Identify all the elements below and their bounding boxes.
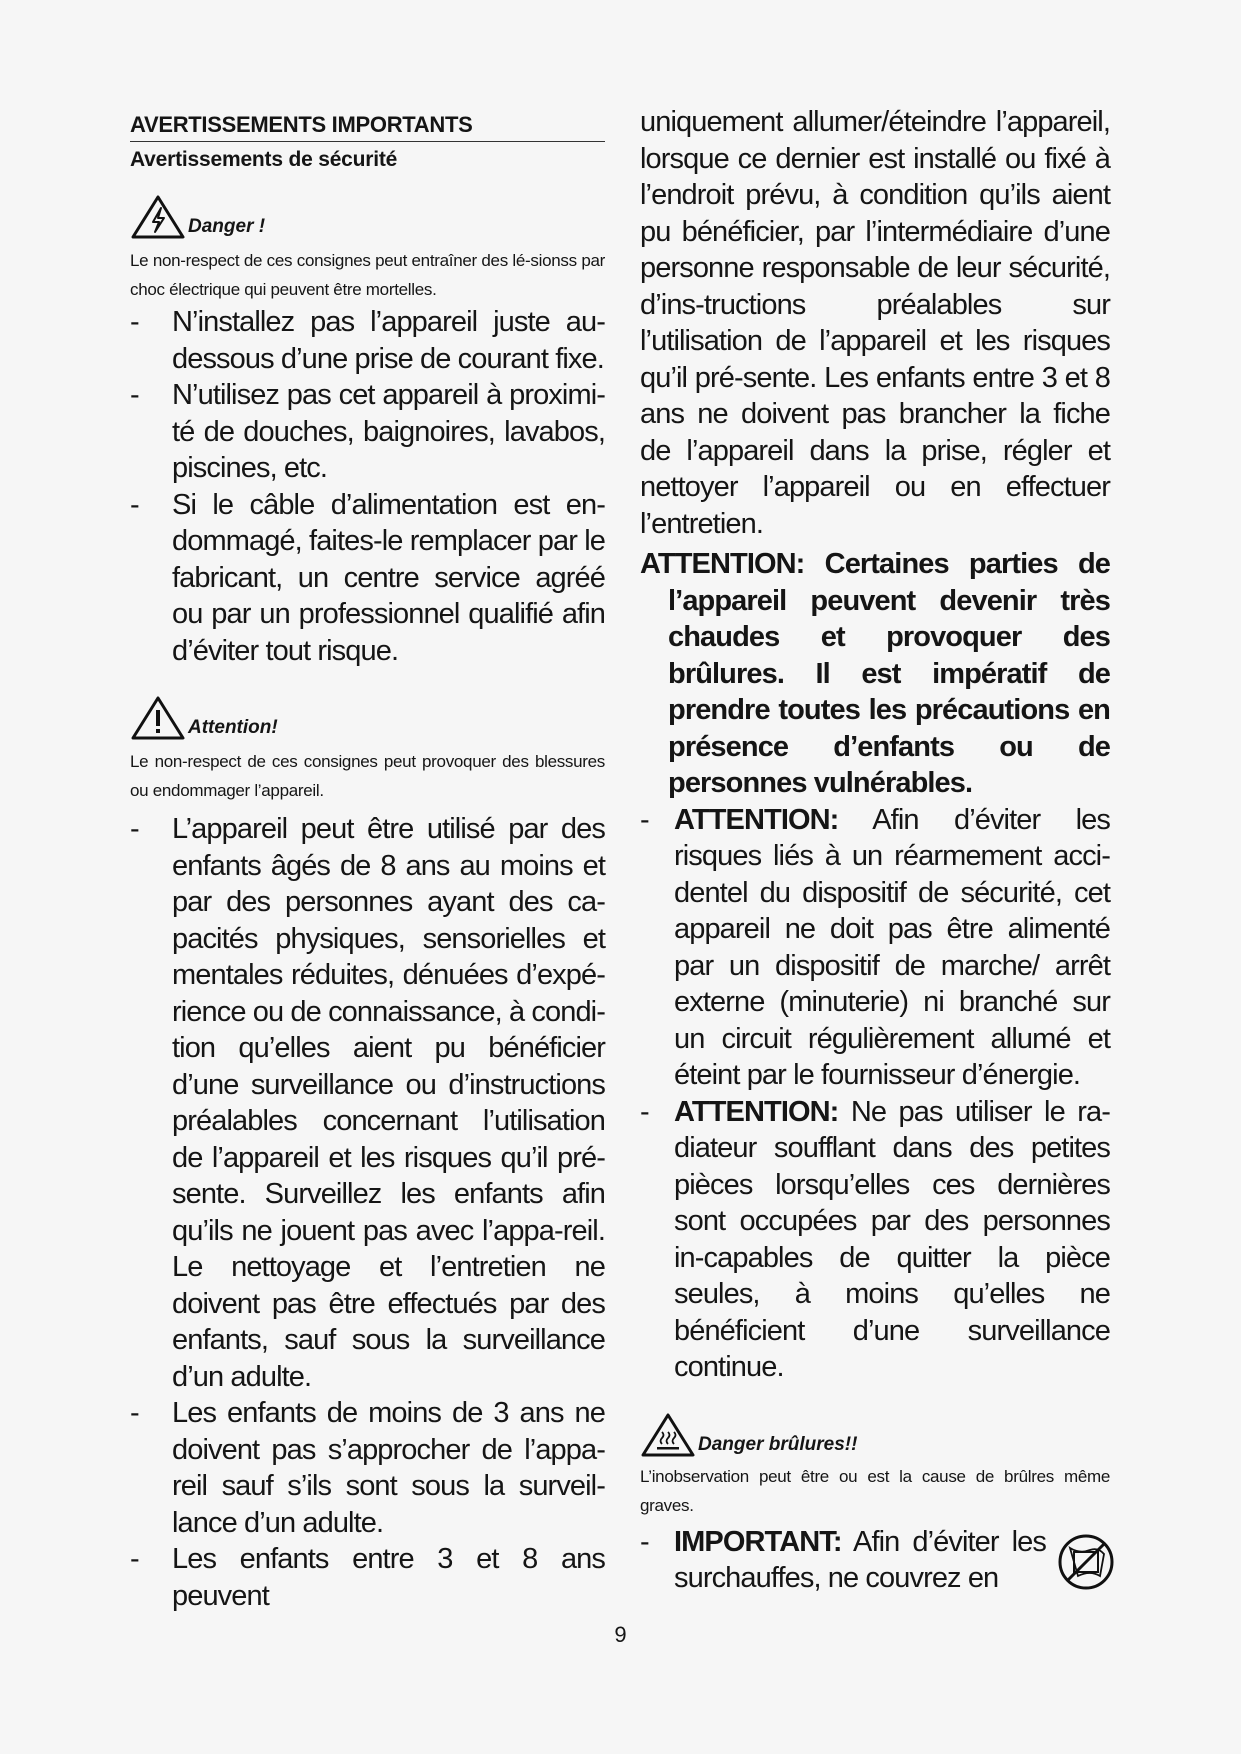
list-item: - Si le câble d’alimentation est en-dommagé, faites-le remplacer par le fabricant, un centre service agréé ou par un professionnel qualifié afin d’éviter tout risque. — [130, 488, 605, 667]
danger-note: Le non-respect de ces consignes peut entraîner des lé-sionss par choc électrique qui peuvent être mortelles. — [130, 251, 605, 299]
electric-hazard-icon — [130, 194, 186, 240]
list-item: - N’utilisez pas cet appareil à proximi-té de douches, baignoires, lavabos, piscines, etc. — [130, 379, 605, 484]
list-item: - L’appareil peut être utilisé par des enfants âgés de 8 ans au moins et par des personnes ayant des ca-pacités physiques, sensorielles et mentales réduites, dénuées d’expé-rience ou de connaissance, à condi-tion qu’elles aient pu bénéficier d’une surveillance ou d’instructions préalables concernant l’utilisation de l’appareil et les risques qu’il pré-sente. Surveillez les enfants afin qu’ils ne jouent pas avec l’appa-reil. Le nettoyage et l’entretien ne doivent pas être effectués par des enfants, sauf sous la surveillance d’un adulte. — [130, 813, 605, 1393]
hot-surface-icon — [640, 1412, 696, 1458]
attention-list — [130, 811, 605, 1614]
left-column — [130, 112, 605, 1614]
attention-note: Le non-respect de ces consignes peut provoquer des blessures ou endommager l’appareil. — [130, 752, 605, 800]
burn-danger-label: Danger brûlures!! — [698, 1433, 858, 1455]
danger-heading — [130, 194, 605, 240]
section-title: AVERTISSEMENTS IMPORTANTS — [130, 112, 605, 142]
list-item: - N’installez pas l’appareil juste au-dessous d’une prise de courant fixe. — [130, 306, 605, 375]
danger-list — [130, 304, 605, 669]
attention-label: Attention! — [188, 717, 278, 738]
list-item: - Les enfants de moins de 3 ans ne doivent pas s’approcher de l’appa-reil sauf s’ils sont sous la surveil-lance d’un adulte. — [130, 1397, 605, 1539]
list-item: - Les enfants entre 3 et 8 ans peuvent — [130, 1543, 605, 1612]
attention-heading — [130, 695, 605, 741]
right-column — [640, 106, 1110, 1597]
list-item: - IMPORTANT: Afin d’éviter les surchauffes, ne couvrez en — [640, 1525, 1046, 1594]
list-item: - ATTENTION: Ne pas utiliser le ra-diateur soufflant dans des petites pièces lorsqu’elles ces dernières sont occupées par des personnes in-capables de quitter la pièce seules, à moins qu’elles ne bénéficient d’une surveillance continue. — [640, 1095, 1110, 1383]
attention-bold-paragraph: ATTENTION: Certaines parties de l’appareil peuvent devenir très chaudes et provoquer des brûlures. Il est impératif de prendre toutes les précautions en présence d’enfants ou de personnes vulnérables. — [640, 548, 1110, 799]
page-number: 9 — [614, 1622, 627, 1647]
danger-label: Danger ! — [188, 216, 266, 237]
section-subtitle: Avertissements de sécurité — [130, 148, 398, 171]
burn-danger-note: L’inobservation peut être ou est la cause de brûlres même graves. — [640, 1466, 1110, 1515]
warning-icon — [130, 695, 186, 741]
do-not-cover-icon — [1056, 1532, 1116, 1592]
list-item: - ATTENTION: Afin d’éviter les risques liés à un réarmement acci-dentel du dispositif de sécurité, cet appareil ne doit pas être alimenté par un dispositif de marche/ arrêt externe (minuterie) ni branché sur un circuit régulièrement allumé et éteint par le fournisseur d’énergie. — [640, 803, 1110, 1091]
important-item — [640, 1524, 1110, 1597]
burn-danger-heading — [640, 1412, 1110, 1458]
continuation-paragraph: uniquement allumer/éteindre l’appareil, lorsque ce dernier est installé ou fixé à l’endroit prévu, à condition qu’ils aient pu bénéficier, par l’intermédiaire d’une personne responsable de leur sécurité, d’ins-tructions préalables sur l’utilisation de l’appareil et les risques qu’il pré-sente. Les enfants entre 3 et 8 ans ne doivent pas brancher la fiche de l’appareil dans la prise, régler et nettoyer l’appareil ou en effectuer l’entretien. — [640, 106, 1110, 540]
